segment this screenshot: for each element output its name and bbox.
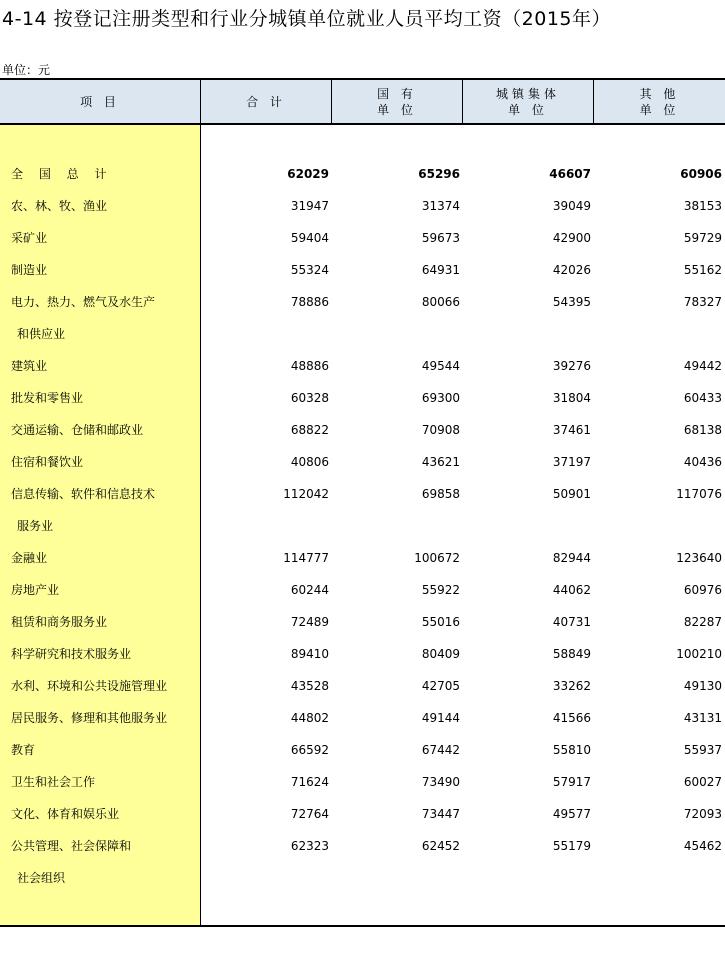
table-row xyxy=(0,254,725,286)
cell-other: 68138 xyxy=(683,423,722,437)
cell-total: 55324 xyxy=(290,263,329,277)
row-label: 社会组织 xyxy=(17,871,66,885)
cell-collective: 49577 xyxy=(552,807,591,821)
row-label: 水利、环境和公共设施管理业 xyxy=(11,679,168,693)
row-label: 卫生和社会工作 xyxy=(11,775,96,789)
cell-collective: 55179 xyxy=(552,839,591,853)
cell-total: 59404 xyxy=(290,231,329,245)
cell-other xyxy=(593,318,722,350)
cell-other: 55937 xyxy=(683,743,722,757)
row-label: 科学研究和技术服务业 xyxy=(11,647,132,661)
row-label: 房地产业 xyxy=(11,583,60,597)
header-other-line1: 其 他 xyxy=(639,86,680,101)
row-label: 金融业 xyxy=(11,551,48,565)
row-label: 公共管理、社会保障和 xyxy=(11,839,132,853)
cell-state-owned: 65296 xyxy=(418,167,460,181)
table-row xyxy=(0,702,725,734)
cell-collective: 31804 xyxy=(552,391,591,405)
table-header xyxy=(0,78,725,125)
table-row xyxy=(0,382,725,414)
header-other-line2: 单 位 xyxy=(639,102,680,117)
header-collective-line2: 单 位 xyxy=(508,102,548,117)
header-state-line2: 单 位 xyxy=(377,102,417,117)
cell-collective xyxy=(462,510,591,542)
cell-state-owned xyxy=(331,510,460,542)
row-label: 采矿业 xyxy=(11,231,48,245)
cell-total: 89410 xyxy=(290,647,329,661)
table-bottom-rule xyxy=(0,925,725,927)
cell-total: 62029 xyxy=(287,167,329,181)
cell-other: 100210 xyxy=(676,647,722,661)
cell-state-owned xyxy=(331,318,460,350)
row-label: 住宿和餐饮业 xyxy=(11,455,84,469)
cell-collective: 39049 xyxy=(552,199,591,213)
header-total-line1: 合 计 xyxy=(246,94,286,109)
table-row xyxy=(0,638,725,670)
cell-other xyxy=(593,862,722,894)
row-label: 文化、体育和娱乐业 xyxy=(11,807,120,821)
cell-other: 60027 xyxy=(683,775,722,789)
cell-total xyxy=(200,510,329,542)
cell-collective: 82944 xyxy=(552,551,591,565)
table-row xyxy=(0,574,725,606)
cell-other: 55162 xyxy=(683,263,722,277)
cell-other: 60433 xyxy=(683,391,722,405)
row-label: 居民服务、修理和其他服务业 xyxy=(11,711,168,725)
table-row xyxy=(0,190,725,222)
table-row xyxy=(0,222,725,254)
row-label: 农、林、牧、渔业 xyxy=(11,199,108,213)
table-row xyxy=(0,318,725,350)
cell-other: 40436 xyxy=(683,455,722,469)
table-row xyxy=(0,830,725,862)
page-title: 4-14 按登记注册类型和行业分城镇单位就业人员平均工资（2015年） xyxy=(2,8,612,30)
cell-collective: 55810 xyxy=(552,743,591,757)
cell-total: 40806 xyxy=(290,455,329,469)
header-item xyxy=(0,80,201,123)
cell-other: 49442 xyxy=(683,359,722,373)
table-row xyxy=(0,734,725,766)
cell-total: 71624 xyxy=(290,775,329,789)
cell-state-owned: 43621 xyxy=(421,455,460,469)
cell-state-owned: 49144 xyxy=(421,711,460,725)
row-label: 租赁和商务服务业 xyxy=(11,615,108,629)
cell-collective: 57917 xyxy=(552,775,591,789)
cell-total: 62323 xyxy=(290,839,329,853)
table-row xyxy=(0,414,725,446)
table-row xyxy=(0,510,725,542)
cell-state-owned: 73447 xyxy=(421,807,460,821)
table-row xyxy=(0,606,725,638)
cell-other: 60976 xyxy=(683,583,722,597)
cell-state-owned: 69858 xyxy=(421,487,460,501)
cell-other: 60906 xyxy=(680,167,722,181)
row-label: 制造业 xyxy=(11,263,48,277)
cell-total: 66592 xyxy=(290,743,329,757)
cell-collective: 42900 xyxy=(552,231,591,245)
cell-state-owned: 64931 xyxy=(421,263,460,277)
cell-total xyxy=(200,318,329,350)
row-label: 教育 xyxy=(11,743,36,757)
cell-other: 59729 xyxy=(683,231,722,245)
cell-state-owned: 69300 xyxy=(421,391,460,405)
cell-collective: 50901 xyxy=(552,487,591,501)
row-label: 信息传输、软件和信息技术 xyxy=(11,487,156,501)
cell-other: 78327 xyxy=(683,295,722,309)
header-collective-line1: 城镇集体 xyxy=(495,86,560,101)
table-row xyxy=(0,670,725,702)
cell-other: 117076 xyxy=(676,487,722,501)
table-row xyxy=(0,766,725,798)
cell-other: 82287 xyxy=(683,615,722,629)
cell-collective xyxy=(462,862,591,894)
cell-other: 49130 xyxy=(683,679,722,693)
cell-state-owned: 80066 xyxy=(421,295,460,309)
cell-state-owned: 49544 xyxy=(421,359,460,373)
header-other xyxy=(594,80,725,123)
cell-collective: 44062 xyxy=(552,583,591,597)
cell-other: 38153 xyxy=(683,199,722,213)
cell-collective: 46607 xyxy=(549,167,591,181)
cell-state-owned: 67442 xyxy=(421,743,460,757)
cell-total: 31947 xyxy=(290,199,329,213)
row-label: 交通运输、仓储和邮政业 xyxy=(11,423,144,437)
row-label: 建筑业 xyxy=(11,359,48,373)
header-total xyxy=(201,80,332,123)
cell-total: 44802 xyxy=(290,711,329,725)
cell-total: 72764 xyxy=(290,807,329,821)
cell-state-owned xyxy=(331,862,460,894)
cell-total: 114777 xyxy=(283,551,329,565)
cell-collective: 42026 xyxy=(552,263,591,277)
cell-collective: 39276 xyxy=(552,359,591,373)
cell-total: 60328 xyxy=(290,391,329,405)
table-row xyxy=(0,798,725,830)
row-label: 和供应业 xyxy=(17,327,66,341)
table-row xyxy=(0,286,725,318)
cell-collective: 37461 xyxy=(552,423,591,437)
cell-total: 112042 xyxy=(283,487,329,501)
cell-state-owned: 55016 xyxy=(421,615,460,629)
cell-other: 43131 xyxy=(683,711,722,725)
cell-collective: 58849 xyxy=(552,647,591,661)
header-state-owned xyxy=(332,80,463,123)
header-state-line1: 国 有 xyxy=(377,86,417,101)
cell-collective xyxy=(462,318,591,350)
cell-total: 68822 xyxy=(290,423,329,437)
cell-state-owned: 70908 xyxy=(421,423,460,437)
cell-state-owned: 42705 xyxy=(421,679,460,693)
table-row xyxy=(0,478,725,510)
table-row xyxy=(0,862,725,894)
table-row xyxy=(0,158,725,190)
cell-state-owned: 59673 xyxy=(421,231,460,245)
row-label: 电力、热力、燃气及水生产 xyxy=(11,295,156,309)
cell-state-owned: 55922 xyxy=(421,583,460,597)
table-row xyxy=(0,542,725,574)
cell-collective: 37197 xyxy=(552,455,591,469)
cell-state-owned: 73490 xyxy=(421,775,460,789)
cell-total xyxy=(200,862,329,894)
header-collective xyxy=(463,80,594,123)
cell-collective: 33262 xyxy=(552,679,591,693)
cell-total: 43528 xyxy=(290,679,329,693)
cell-state-owned: 31374 xyxy=(421,199,460,213)
cell-other: 123640 xyxy=(676,551,722,565)
cell-total: 60244 xyxy=(290,583,329,597)
cell-collective: 40731 xyxy=(552,615,591,629)
cell-other: 45462 xyxy=(683,839,722,853)
table-row xyxy=(0,350,725,382)
row-label: 全 国 总 计 xyxy=(11,167,113,181)
cell-other: 72093 xyxy=(683,807,722,821)
cell-total: 78886 xyxy=(290,295,329,309)
table-row xyxy=(0,446,725,478)
header-item-line1: 项 目 xyxy=(80,94,120,109)
cell-state-owned: 80409 xyxy=(421,647,460,661)
unit-label: 单位：元 xyxy=(2,63,51,77)
row-label: 服务业 xyxy=(17,519,54,533)
wage-table xyxy=(0,78,725,927)
cell-total: 72489 xyxy=(290,615,329,629)
cell-state-owned: 62452 xyxy=(421,839,460,853)
cell-total: 48886 xyxy=(290,359,329,373)
cell-state-owned: 100672 xyxy=(414,551,460,565)
cell-other xyxy=(593,510,722,542)
row-label: 批发和零售业 xyxy=(11,391,84,405)
cell-collective: 54395 xyxy=(552,295,591,309)
cell-collective: 41566 xyxy=(552,711,591,725)
